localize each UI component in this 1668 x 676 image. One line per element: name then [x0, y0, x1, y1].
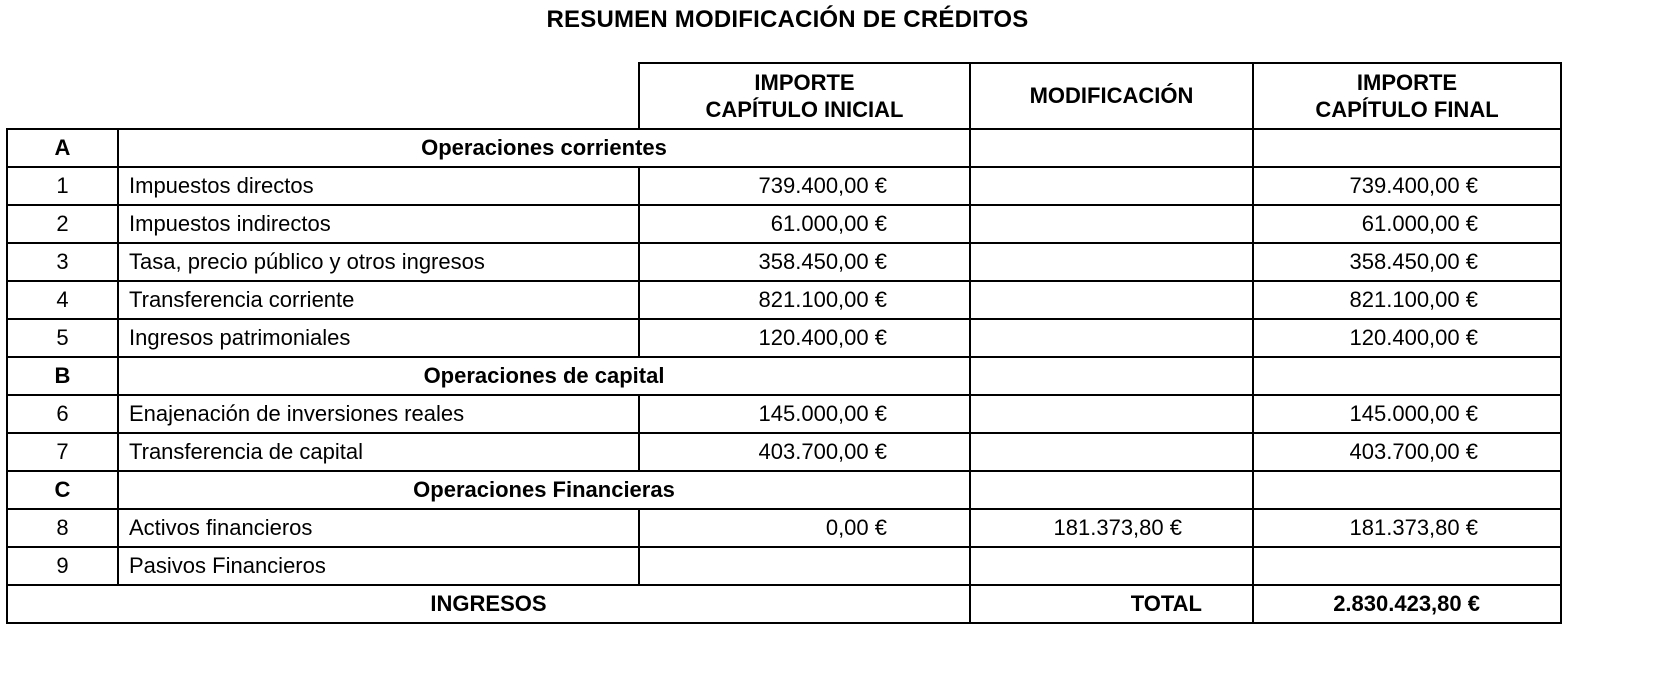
- section-code: B: [7, 357, 118, 395]
- empty-cell: [1253, 129, 1561, 167]
- section-name: Operaciones de capital: [118, 357, 970, 395]
- total-value: 2.830.423,80 €: [1253, 585, 1561, 623]
- empty-cell: [970, 129, 1253, 167]
- chapter-concept: Impuestos indirectos: [118, 205, 639, 243]
- section-name: Operaciones Financieras: [118, 471, 970, 509]
- income-label: INGRESOS: [7, 585, 970, 623]
- modification-amount: [970, 243, 1253, 281]
- empty-cell: [970, 471, 1253, 509]
- empty-cell: [970, 357, 1253, 395]
- section-name: Operaciones corrientes: [118, 129, 970, 167]
- chapter-number: 3: [7, 243, 118, 281]
- chapter-concept: Transferencia corriente: [118, 281, 639, 319]
- table-row: [7, 205, 1561, 243]
- modification-amount: 181.373,80 €: [970, 509, 1253, 547]
- chapter-number: 1: [7, 167, 118, 205]
- initial-amount: 358.450,00 €: [639, 243, 970, 281]
- chapter-number: 8: [7, 509, 118, 547]
- table-row: [7, 281, 1561, 319]
- header-final-line2: CAPÍTULO FINAL: [1315, 97, 1499, 122]
- initial-amount: 145.000,00 €: [639, 395, 970, 433]
- section-row-a: [7, 129, 1561, 167]
- section-row-c: [7, 471, 1561, 509]
- final-amount: 181.373,80 €: [1253, 509, 1561, 547]
- table-row: [7, 167, 1561, 205]
- chapter-concept: Transferencia de capital: [118, 433, 639, 471]
- header-blank-cell: [7, 63, 639, 129]
- header-row: [7, 63, 1561, 129]
- initial-amount: 0,00 €: [639, 509, 970, 547]
- table-row: [7, 547, 1561, 585]
- modification-amount: [970, 205, 1253, 243]
- final-amount: 120.400,00 €: [1253, 319, 1561, 357]
- modification-amount: [970, 433, 1253, 471]
- chapter-concept: Impuestos directos: [118, 167, 639, 205]
- chapter-concept: Ingresos patrimoniales: [118, 319, 639, 357]
- modification-amount: [970, 319, 1253, 357]
- table-row: [7, 509, 1561, 547]
- chapter-concept: Activos financieros: [118, 509, 639, 547]
- final-amount: 358.450,00 €: [1253, 243, 1561, 281]
- final-amount: 821.100,00 €: [1253, 281, 1561, 319]
- final-amount: 61.000,00 €: [1253, 205, 1561, 243]
- header-initial-line2: CAPÍTULO INICIAL: [705, 97, 904, 122]
- header-initial-amount: [639, 63, 970, 129]
- total-label: TOTAL: [970, 585, 1253, 623]
- modification-amount: [970, 547, 1253, 585]
- chapter-number: 6: [7, 395, 118, 433]
- initial-amount: 821.100,00 €: [639, 281, 970, 319]
- section-row-b: [7, 357, 1561, 395]
- modification-amount: [970, 395, 1253, 433]
- final-amount: 145.000,00 €: [1253, 395, 1561, 433]
- chapter-number: 7: [7, 433, 118, 471]
- chapter-concept: Enajenación de inversiones reales: [118, 395, 639, 433]
- credit-modification-table: [6, 62, 1562, 624]
- initial-amount: 61.000,00 €: [639, 205, 970, 243]
- chapter-concept: Pasivos Financieros: [118, 547, 639, 585]
- chapter-number: 5: [7, 319, 118, 357]
- initial-amount: [639, 547, 970, 585]
- final-amount: 739.400,00 €: [1253, 167, 1561, 205]
- initial-amount: 739.400,00 €: [639, 167, 970, 205]
- final-amount: [1253, 547, 1561, 585]
- chapter-number: 2: [7, 205, 118, 243]
- section-code: A: [7, 129, 118, 167]
- header-modification: MODIFICACIÓN: [970, 63, 1253, 129]
- header-final-amount: [1253, 63, 1561, 129]
- modification-amount: [970, 281, 1253, 319]
- table-row: [7, 433, 1561, 471]
- table-row: [7, 243, 1561, 281]
- header-final-line1: IMPORTE: [1356, 69, 1458, 95]
- chapter-number: 4: [7, 281, 118, 319]
- empty-cell: [1253, 471, 1561, 509]
- document-title: RESUMEN MODIFICACIÓN DE CRÉDITOS: [546, 6, 1029, 33]
- total-row: [7, 585, 1561, 623]
- header-initial-line1: IMPORTE: [754, 69, 855, 95]
- chapter-number: 9: [7, 547, 118, 585]
- section-code: C: [7, 471, 118, 509]
- final-amount: 403.700,00 €: [1253, 433, 1561, 471]
- table-row: [7, 395, 1561, 433]
- initial-amount: 403.700,00 €: [639, 433, 970, 471]
- chapter-concept: Tasa, precio público y otros ingresos: [118, 243, 639, 281]
- empty-cell: [1253, 357, 1561, 395]
- initial-amount: 120.400,00 €: [639, 319, 970, 357]
- table-row: [7, 319, 1561, 357]
- modification-amount: [970, 167, 1253, 205]
